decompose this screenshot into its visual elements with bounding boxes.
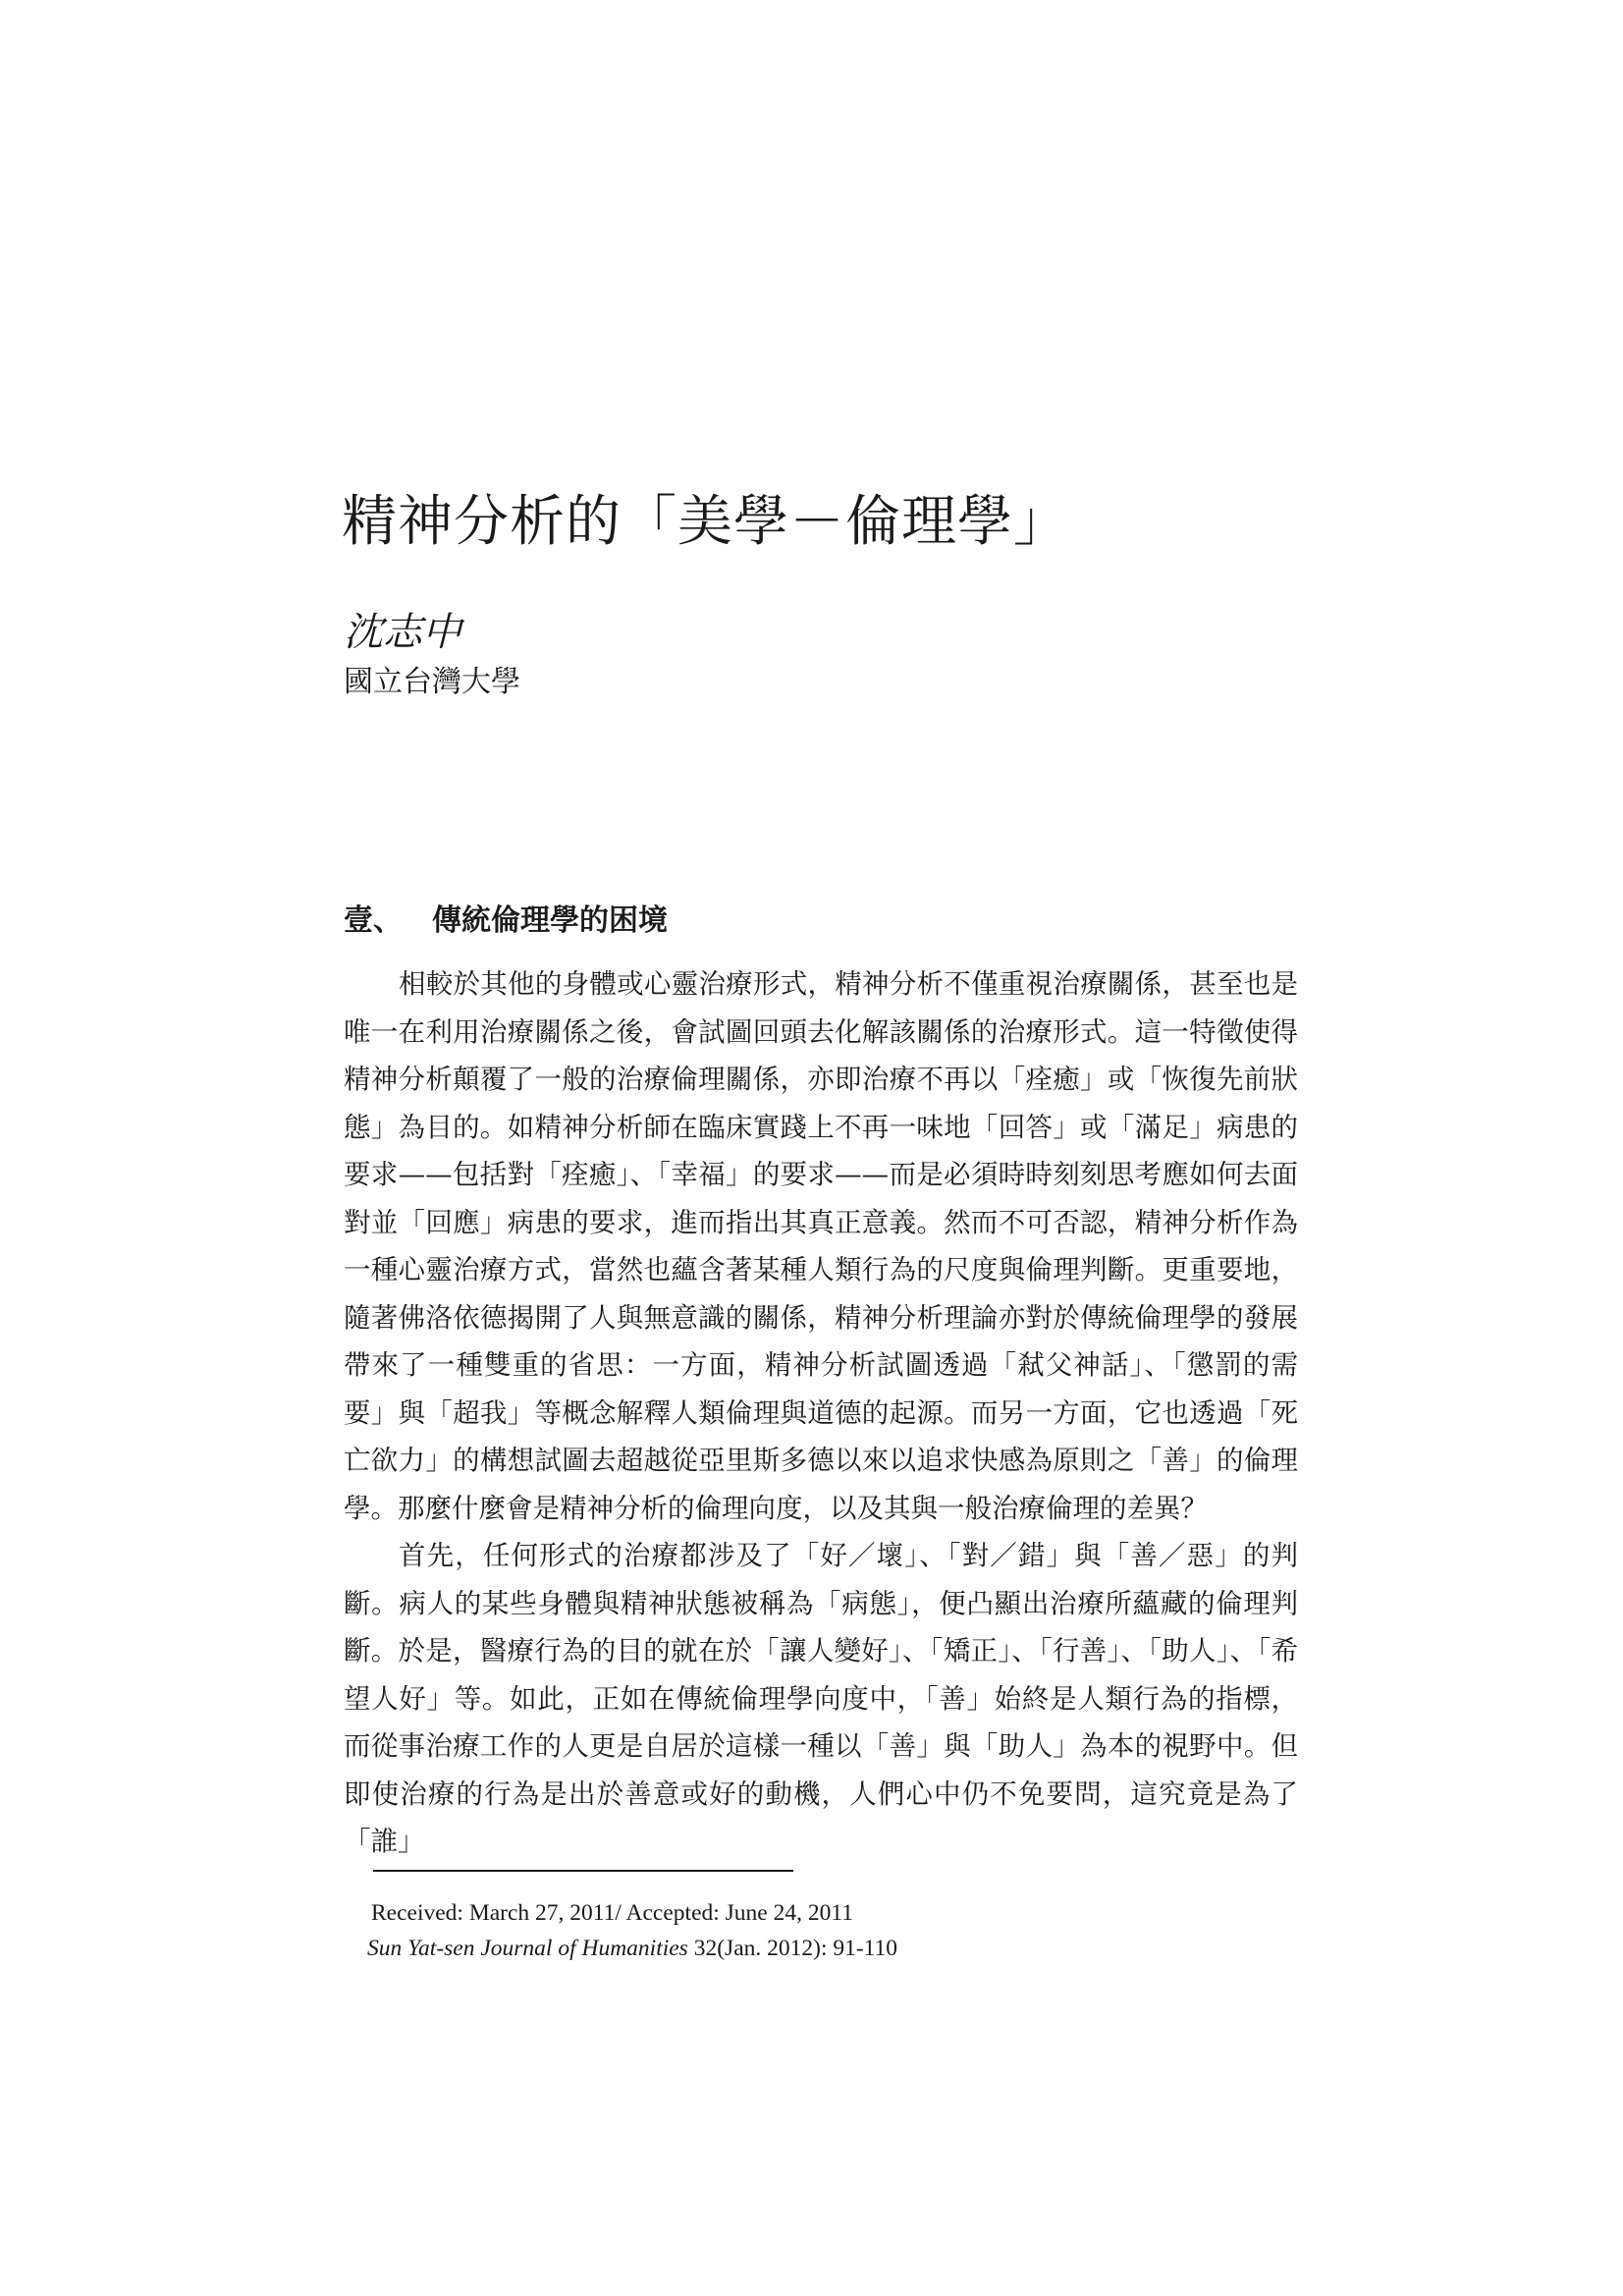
- article-title: 精神分析的「美學－倫理學」: [342, 490, 1069, 554]
- journal-name: Sun Yat-sen Journal of Humanities: [367, 1936, 688, 1961]
- paragraph: 首先，任何形式的治療都涉及了「好／壞」、「對／錯」與「善／惡」的判斷。病人的某些身體與精神狀態被稱為「病態」，便凸顯出治療所蘊藏的倫理判斷。於是，醫療行為的目的就在於「讓人變好」、「矯正」、「行善」、「助人」、「希望人好」等。如此，正如在傳統倫理學向度中，「善」始終是人類行為的指標，而從事治療工作的人更是自居於這樣一種以「善」與「助人」為本的視野中。但即使治療的行為是出於善意或好的動機，人們心中仍不免要問，這究竟是為了「誰」: [344, 1540, 1298, 1857]
- received-accepted-dates: Received: March 27, 2011/ Accepted: June 24, 2011: [371, 1900, 853, 1926]
- paragraph: 相較於其他的身體或心靈治療形式，精神分析不僅重視治療關係，甚至也是唯一在利用治療關係之後，會試圖回頭去化解該關係的治療形式。這一特徵使得精神分析顛覆了一般的治療倫理關係，亦即治療不再以「痊癒」或「恢復先前狀態」為目的。如精神分析師在臨床實踐上不再一味地「回答」或「滿足」病患的要求——包括對「痊癒」、「幸福」的要求——而是必須時時刻刻思考應如何去面對並「回應」病患的要求，進而指出其真正意義。然而不可否認，精神分析作為一種心靈治療方式，當然也蘊含著某種人類行為的尺度與倫理判斷。更重要地，隨著佛洛依德揭開了人與無意識的關係，精神分析理論亦對於傳統倫理學的發展帶來了一種雙重的省思：一方面，精神分析試圖透過「弒父神話」、「懲罰的需要」與「超我」等概念解釋人類倫理與道德的起源。而另一方面，它也透過「死亡欲力」的構想試圖去超越從亞里斯多德以來以追求快感為原則之「善」的倫理學。那麼什麼會是精神分析的倫理向度，以及其與一般治療倫理的差異？: [344, 968, 1298, 1524]
- section-heading: [344, 902, 668, 941]
- author-name: 沈志中: [344, 610, 461, 655]
- journal-volume-pages: 32(Jan. 2012): 91-110: [687, 1936, 898, 1961]
- journal-citation: [367, 1931, 897, 1966]
- footnote: [367, 1895, 898, 1966]
- section-number: 壹、: [344, 903, 403, 938]
- footnote-divider: [373, 1870, 793, 1872]
- section-title: 傳統倫理學的困境: [432, 903, 668, 938]
- body-text: [344, 960, 1298, 1866]
- author-affiliation: 國立台灣大學: [344, 665, 520, 699]
